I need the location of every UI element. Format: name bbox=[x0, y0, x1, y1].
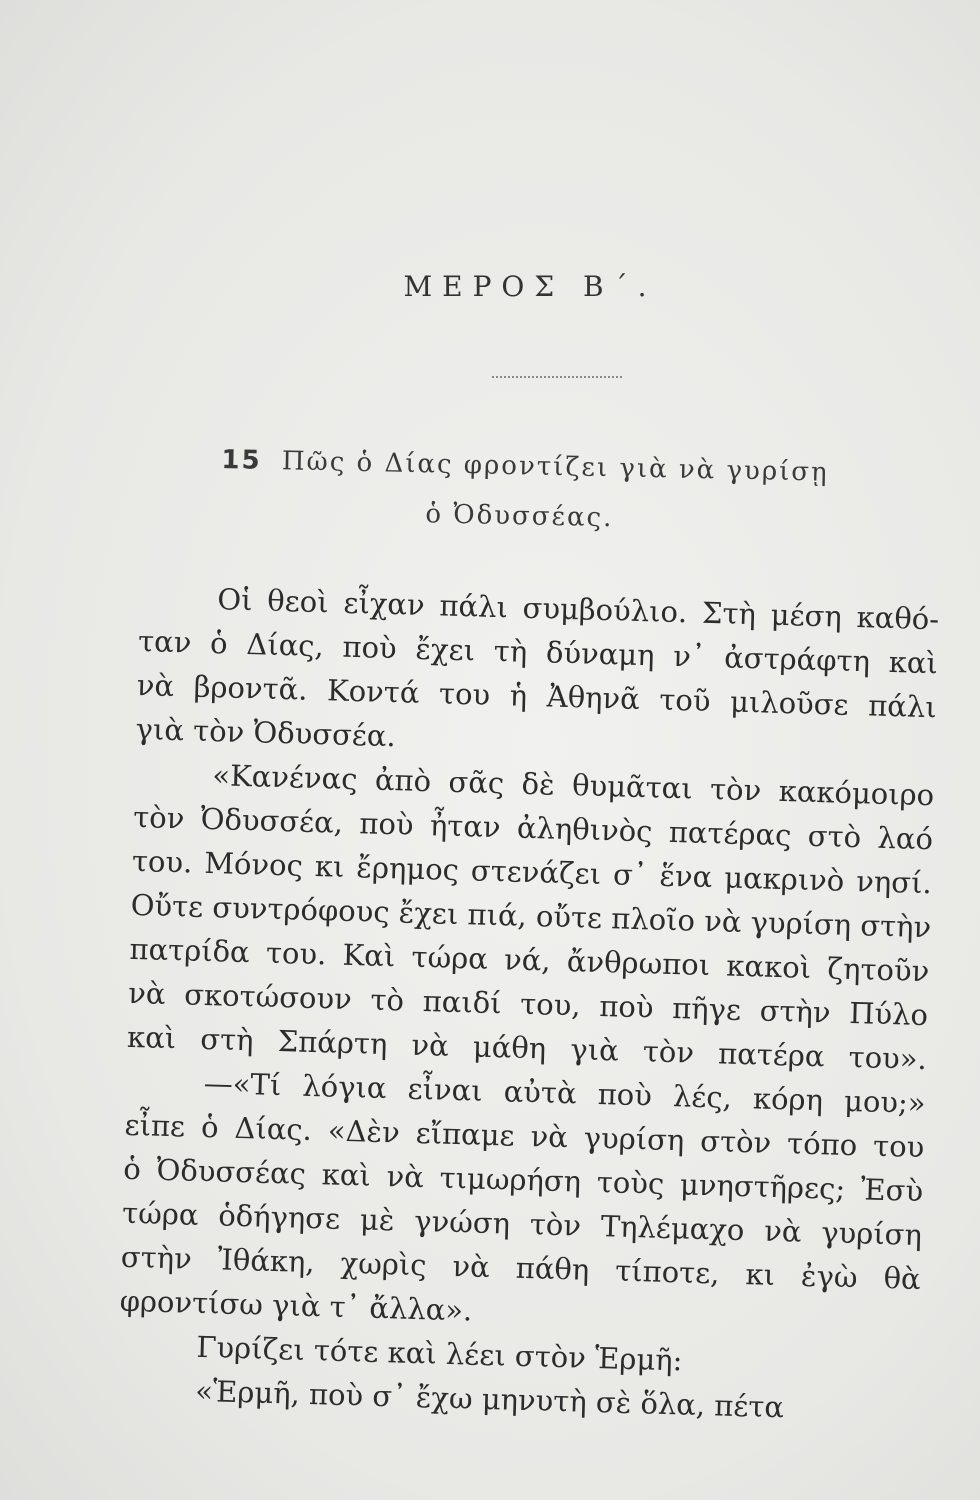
body-line: του. Μόνος κι ἔρημος στενάζει σ᾽ ἕνα μακρινὸ νησί. bbox=[131, 843, 933, 901]
body-line: καὶ στὴ Σπάρτη νὰ μάθη γιὰ τὸν πατέρα του». bbox=[126, 1019, 928, 1077]
chapter-title-line-1: Πῶς ὁ Δίας φροντίζει γιὰ νὰ γυρίσῃ bbox=[281, 446, 829, 488]
body-line: Γυρίζει τότε καὶ λέει στὸν Ἑρμῆ: bbox=[195, 1329, 683, 1378]
body-line: ὁ Ὀδυσσέας καὶ νὰ τιμωρήση τοὺς μνηστῆρες; Ἐσὺ bbox=[122, 1151, 924, 1209]
chapter-title-line-2: ὁ Ὀδυσσέας. bbox=[425, 499, 614, 534]
body-line: πατρίδα του. Καὶ τώρα νά, ἄνθρωποι κακοὶ ζητοῦν bbox=[129, 931, 930, 989]
body-line: τὸν Ὀδυσσέα, ποὺ ἦταν ἀληθινὸς πατέρας στὸ λαό bbox=[132, 799, 934, 857]
part-heading: ΜΕΡΟΣ Β΄. bbox=[403, 270, 657, 303]
body-line: —«Τί λόγια εἶναι αὐτὰ ποὺ λές, κόρη μου;» bbox=[203, 1065, 927, 1121]
body-line: εἶπε ὁ Δίας. «Δὲν εἴπαμε νὰ γυρίση στὸν τόπο του bbox=[124, 1107, 925, 1165]
body-line: τώρα ὁδήγησε μὲ γνώση τὸν Τηλέμαχο νὰ γυρίση bbox=[121, 1195, 923, 1253]
chapter-number: 15 bbox=[221, 444, 262, 476]
chapter-title bbox=[220, 435, 942, 550]
body-line: Οὔτε συντρόφους ἔχει πιά, οὔτε πλοῖο νὰ γυρίση στὴν bbox=[130, 887, 932, 945]
body-line: «Ἑρμῆ, ποὺ σ᾽ ἔχω μηνυτὴ σὲ ὅλα, πέτα bbox=[194, 1373, 785, 1425]
body-text bbox=[117, 575, 940, 1433]
body-line: στὴν Ἰθάκη, χωρὶς νὰ πάθη τίποτε, κι ἐγὼ θὰ bbox=[120, 1239, 922, 1297]
body-line: φροντίσω γιὰ τ᾽ ἄλλα». bbox=[119, 1283, 473, 1328]
body-line: νὰ σκοτώσουν τὸ παιδί του, ποὺ πῆγε στὴν Πύλο bbox=[127, 975, 929, 1033]
body-line: ταν ὁ Δίας, ποὺ ἔχει τὴ δύναμη ν᾽ ἀστράφτη καὶ bbox=[137, 623, 939, 681]
body-line: νὰ βροντᾶ. Κοντά του ἡ Ἀθηνᾶ τοῦ μιλοῦσε πάλι bbox=[136, 667, 938, 725]
body-line: Οἱ θεοὶ εἶχαν πάλι συμβούλιο. Στὴ μέση καθό- bbox=[216, 582, 940, 637]
body-line: γιὰ τὸν Ὀδυσσέα. bbox=[135, 711, 397, 754]
body-line: «Κανένας ἀπὸ σᾶς δὲ θυμᾶται τὸν κακόμοιρο bbox=[211, 758, 935, 813]
dotted-separator bbox=[492, 376, 622, 378]
